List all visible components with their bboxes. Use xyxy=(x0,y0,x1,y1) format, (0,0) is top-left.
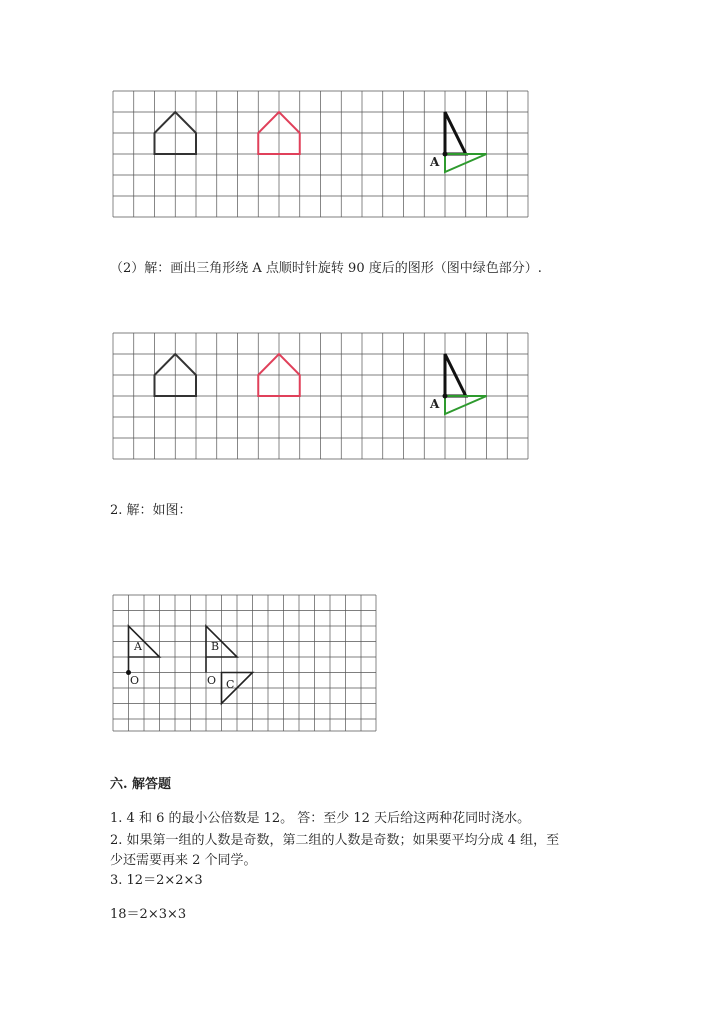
label-a: A xyxy=(134,640,142,653)
point-a-dot xyxy=(443,152,448,157)
label-c: C xyxy=(226,678,235,691)
label-o-right: O xyxy=(207,674,217,687)
label-o-left: O xyxy=(130,674,140,687)
point-a-dot xyxy=(443,394,448,399)
caption-rotation: （2）解：画出三角形绕 A 点顺时针旋转 90 度后的图形（图中绿色部分）. xyxy=(110,261,542,276)
point-a-label: A xyxy=(430,397,440,411)
solution-line-3a: 3. 12＝2×2×3 xyxy=(110,873,203,888)
solution-line-1: 1. 4 和 6 的最小公倍数是 12。 答：至少 12 天后给这两种花同时浇水。 xyxy=(110,811,531,826)
grid-lines xyxy=(113,595,376,731)
section-6-heading: 六. 解答题 xyxy=(110,777,172,792)
point-a-label: A xyxy=(430,155,440,169)
label-b: B xyxy=(211,640,220,653)
solution-line-2a: 2. 如果第一组的人数是奇数，第二组的人数是奇数；如果要平均分成 4 组，至 xyxy=(110,833,560,848)
solution-line-3b: 18＝2×3×3 xyxy=(110,907,187,922)
answer-2-heading: 2. 解：如图： xyxy=(110,503,192,518)
grid-figure-3 xyxy=(110,592,380,734)
solution-line-2b: 少还需要再来 2 个同学。 xyxy=(110,853,257,868)
grid-figure-1 xyxy=(110,88,532,220)
grid-figure-2 xyxy=(110,330,532,462)
